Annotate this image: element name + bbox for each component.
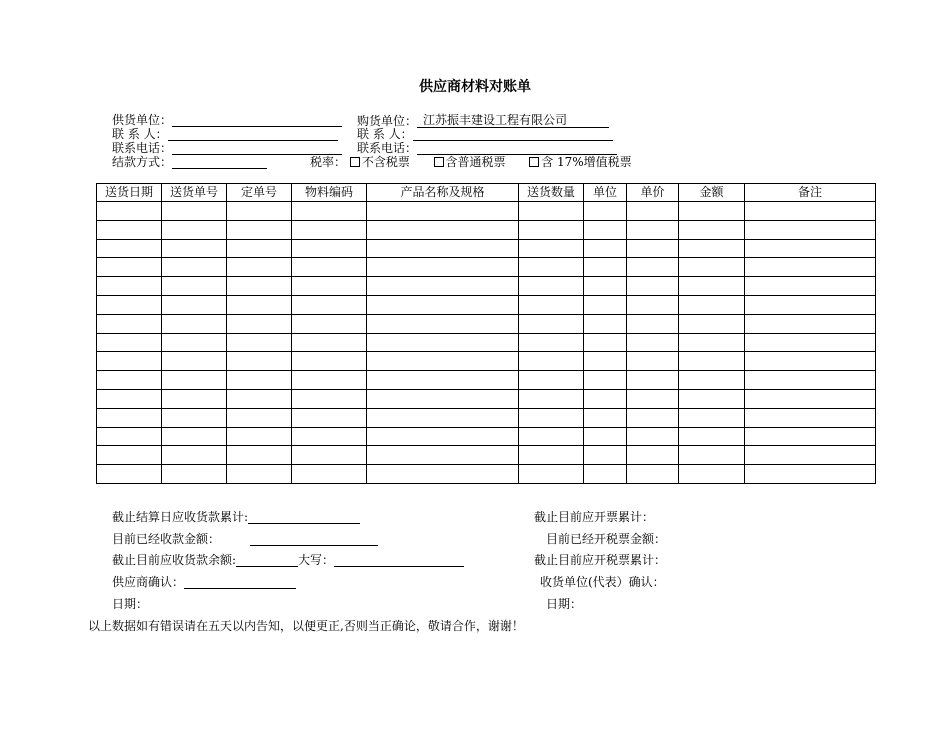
- supplier-confirm-label: 供应商确认：: [112, 575, 185, 589]
- table-cell[interactable]: [162, 427, 227, 446]
- table-cell[interactable]: [745, 371, 876, 390]
- capital-field[interactable]: [334, 554, 464, 567]
- checkbox-icon[interactable]: [350, 157, 360, 167]
- table-cell[interactable]: [292, 408, 367, 427]
- payment-method-row: [112, 155, 267, 169]
- table-cell[interactable]: [584, 239, 627, 258]
- table-cell[interactable]: [584, 220, 627, 239]
- table-row: [97, 239, 876, 258]
- table-cell[interactable]: [97, 239, 162, 258]
- table-cell[interactable]: [227, 202, 292, 221]
- table-cell[interactable]: [367, 314, 519, 333]
- table-cell[interactable]: [627, 277, 679, 296]
- table-cell[interactable]: [162, 408, 227, 427]
- purchaser-unit-field[interactable]: 江苏振丰建设工程有限公司: [417, 113, 609, 128]
- table-cell[interactable]: [679, 333, 745, 352]
- table-cell[interactable]: [519, 352, 584, 371]
- table-cell[interactable]: [292, 239, 367, 258]
- table-cell[interactable]: [745, 408, 876, 427]
- table-cell[interactable]: [97, 408, 162, 427]
- table-cell[interactable]: [292, 295, 367, 314]
- table-row: [97, 258, 876, 277]
- invoiced-amount-label: 目前已经开税票金额：: [546, 532, 667, 546]
- table-cell[interactable]: [292, 389, 367, 408]
- table-cell[interactable]: [627, 371, 679, 390]
- date-label-right: 日期：: [546, 597, 583, 611]
- table-cell[interactable]: [162, 220, 227, 239]
- table-cell[interactable]: [679, 408, 745, 427]
- table-cell[interactable]: [367, 295, 519, 314]
- table-cell[interactable]: [367, 352, 519, 371]
- table-cell[interactable]: [519, 408, 584, 427]
- table-cell[interactable]: [227, 239, 292, 258]
- table-cell[interactable]: [227, 446, 292, 465]
- table-cell[interactable]: [162, 446, 227, 465]
- table-cell[interactable]: [367, 427, 519, 446]
- contact-left-row: [112, 127, 338, 141]
- document-title: 供应商材料对账单: [419, 79, 531, 95]
- table-cell[interactable]: [97, 389, 162, 408]
- table-cell[interactable]: [162, 371, 227, 390]
- table-row: [97, 465, 876, 484]
- table-cell[interactable]: [745, 202, 876, 221]
- tax-option-ordinary[interactable]: 含普通税票: [434, 155, 506, 169]
- table-cell[interactable]: [679, 389, 745, 408]
- balance-row: [112, 553, 464, 567]
- column-header: 金额: [679, 184, 745, 202]
- phone-field-left[interactable]: [172, 142, 342, 155]
- table-cell[interactable]: [97, 465, 162, 484]
- invoice-accum-label: 截止目前应开票累计：: [534, 510, 655, 524]
- table-cell[interactable]: [292, 427, 367, 446]
- table-cell[interactable]: [367, 465, 519, 484]
- table-cell[interactable]: [292, 446, 367, 465]
- table-cell[interactable]: [292, 220, 367, 239]
- table-cell[interactable]: [584, 446, 627, 465]
- accum-receivable-label: 截止结算日应收货款累计:: [112, 510, 249, 524]
- table-cell[interactable]: [679, 277, 745, 296]
- table-cell[interactable]: [292, 314, 367, 333]
- table-cell[interactable]: [745, 295, 876, 314]
- column-header: 送货数量: [519, 184, 584, 202]
- table-cell[interactable]: [679, 202, 745, 221]
- table-cell[interactable]: [519, 333, 584, 352]
- table-cell[interactable]: [227, 333, 292, 352]
- table-row: [97, 295, 876, 314]
- table-cell[interactable]: [227, 352, 292, 371]
- table-cell[interactable]: [627, 333, 679, 352]
- table-cell[interactable]: [367, 408, 519, 427]
- table-cell[interactable]: [162, 389, 227, 408]
- table-cell[interactable]: [292, 465, 367, 484]
- table-cell[interactable]: [627, 202, 679, 221]
- table-cell[interactable]: [227, 277, 292, 296]
- table-cell[interactable]: [627, 465, 679, 484]
- table-row: [97, 408, 876, 427]
- table-cell[interactable]: [679, 258, 745, 277]
- table-cell[interactable]: [97, 202, 162, 221]
- date-label-left: 日期：: [112, 597, 149, 611]
- table-cell[interactable]: [584, 277, 627, 296]
- table-cell[interactable]: [745, 277, 876, 296]
- table-cell[interactable]: [162, 352, 227, 371]
- table-cell[interactable]: [292, 333, 367, 352]
- table-cell[interactable]: [745, 465, 876, 484]
- table-cell[interactable]: [627, 427, 679, 446]
- table-cell[interactable]: [519, 202, 584, 221]
- table-row: [97, 427, 876, 446]
- tax-rate-label: 税率：: [310, 155, 347, 169]
- table-cell[interactable]: [679, 220, 745, 239]
- table-row: [97, 333, 876, 352]
- supplier-unit-field[interactable]: [172, 114, 342, 127]
- table-cell[interactable]: [162, 314, 227, 333]
- table-cell[interactable]: [584, 295, 627, 314]
- table-cell[interactable]: [745, 220, 876, 239]
- received-field[interactable]: [250, 533, 378, 546]
- table-cell[interactable]: [519, 389, 584, 408]
- payment-method-field[interactable]: [172, 156, 267, 169]
- table-cell[interactable]: [679, 371, 745, 390]
- tax-invoice-accum-label: 截止目前应开税票累计：: [534, 553, 667, 567]
- table-cell[interactable]: [292, 352, 367, 371]
- table-cell[interactable]: [627, 258, 679, 277]
- table-cell[interactable]: [97, 371, 162, 390]
- table-cell[interactable]: [627, 220, 679, 239]
- table-cell[interactable]: [679, 295, 745, 314]
- capital-label: 大写：: [298, 553, 335, 567]
- table-header-row: [97, 184, 876, 202]
- table-cell[interactable]: [679, 465, 745, 484]
- phone-field-right[interactable]: [417, 142, 617, 155]
- table-row: [97, 352, 876, 371]
- supplier-confirm-field[interactable]: [184, 576, 296, 589]
- table-cell[interactable]: [97, 446, 162, 465]
- table-row: [97, 277, 876, 296]
- table-cell[interactable]: [679, 314, 745, 333]
- table-cell[interactable]: [227, 220, 292, 239]
- table-cell[interactable]: [227, 314, 292, 333]
- table-cell[interactable]: [97, 352, 162, 371]
- phone-left-row: [112, 141, 342, 155]
- column-header: 单价: [627, 184, 679, 202]
- table-cell[interactable]: [227, 371, 292, 390]
- table-cell[interactable]: [519, 258, 584, 277]
- table-cell[interactable]: [679, 427, 745, 446]
- table-cell[interactable]: [519, 427, 584, 446]
- table-cell[interactable]: [584, 371, 627, 390]
- table-cell[interactable]: [627, 408, 679, 427]
- table-cell[interactable]: [367, 277, 519, 296]
- table-cell[interactable]: [97, 427, 162, 446]
- contact-person-label-left: 联 系 人：: [112, 127, 168, 141]
- accum-receivable-field[interactable]: [248, 511, 360, 524]
- table-cell[interactable]: [367, 220, 519, 239]
- table-cell[interactable]: [97, 258, 162, 277]
- phone-label-right: 联系电话：: [357, 141, 418, 155]
- table-cell[interactable]: [367, 258, 519, 277]
- table-cell[interactable]: [367, 202, 519, 221]
- receiver-confirm-label: 收货单位(代表）确认：: [540, 575, 665, 589]
- column-header: 单位: [584, 184, 627, 202]
- column-header: 送货单号: [162, 184, 227, 202]
- table-cell[interactable]: [679, 239, 745, 258]
- tax-option-none[interactable]: 不含税票: [350, 155, 410, 169]
- table-cell[interactable]: [227, 408, 292, 427]
- table-cell[interactable]: [627, 239, 679, 258]
- supplier-unit-row: [112, 113, 342, 127]
- table-cell[interactable]: [584, 333, 627, 352]
- phone-right-row: [357, 141, 617, 155]
- table-cell[interactable]: [627, 314, 679, 333]
- table-cell[interactable]: [162, 465, 227, 484]
- table-cell[interactable]: [519, 371, 584, 390]
- table-cell[interactable]: [97, 295, 162, 314]
- column-header: 产品名称及规格: [367, 184, 519, 202]
- table-cell[interactable]: [367, 446, 519, 465]
- table-cell[interactable]: [627, 352, 679, 371]
- table-cell[interactable]: [745, 352, 876, 371]
- table-cell[interactable]: [745, 239, 876, 258]
- table-cell[interactable]: [292, 371, 367, 390]
- supplier-confirm-row: [112, 575, 296, 589]
- column-header: 送货日期: [97, 184, 162, 202]
- contact-person-field-right[interactable]: [413, 128, 613, 141]
- table-row: [97, 202, 876, 221]
- table-cell[interactable]: [367, 239, 519, 258]
- table-row: [97, 371, 876, 390]
- balance-label: 截止目前应收货款余额:: [112, 553, 237, 567]
- table-cell[interactable]: [745, 258, 876, 277]
- table-cell[interactable]: [584, 202, 627, 221]
- table-cell[interactable]: [162, 295, 227, 314]
- phone-label-left: 联系电话：: [112, 141, 173, 155]
- table-cell[interactable]: [584, 408, 627, 427]
- table-cell[interactable]: [519, 220, 584, 239]
- table-cell[interactable]: [162, 258, 227, 277]
- table-cell[interactable]: [584, 465, 627, 484]
- table-cell[interactable]: [679, 446, 745, 465]
- table-cell[interactable]: [745, 427, 876, 446]
- payment-method-label: 结款方式：: [112, 155, 173, 169]
- table-cell[interactable]: [227, 295, 292, 314]
- table-cell[interactable]: [519, 295, 584, 314]
- table-cell[interactable]: [97, 333, 162, 352]
- contact-person-label-right: 联 系 人：: [357, 127, 413, 141]
- table-cell[interactable]: [367, 371, 519, 390]
- balance-field[interactable]: [236, 554, 298, 567]
- table-cell[interactable]: [292, 277, 367, 296]
- table-cell[interactable]: [97, 277, 162, 296]
- table-cell[interactable]: [519, 239, 584, 258]
- table-cell[interactable]: [97, 220, 162, 239]
- table-cell[interactable]: [97, 314, 162, 333]
- table-cell[interactable]: [292, 258, 367, 277]
- table-row: [97, 446, 876, 465]
- reconciliation-table: [96, 183, 876, 484]
- table-cell[interactable]: [519, 465, 584, 484]
- table-cell[interactable]: [367, 389, 519, 408]
- tax-option-vat17[interactable]: 含 17%增值税票: [529, 155, 632, 169]
- purchaser-unit-row: [357, 113, 609, 128]
- table-cell[interactable]: [162, 277, 227, 296]
- table-cell[interactable]: [627, 389, 679, 408]
- table-cell[interactable]: [627, 446, 679, 465]
- table-cell[interactable]: [745, 333, 876, 352]
- table-cell[interactable]: [227, 389, 292, 408]
- checkbox-icon[interactable]: [434, 157, 444, 167]
- table-cell[interactable]: [584, 352, 627, 371]
- table-cell[interactable]: [162, 239, 227, 258]
- column-header: 备注: [745, 184, 876, 202]
- notice-text: 以上数据如有错误请在五天以内告知，以便更正,否则当正确论，敬请合作，谢谢！: [88, 619, 524, 633]
- table-cell[interactable]: [519, 446, 584, 465]
- supplier-unit-label: 供货单位：: [112, 113, 173, 127]
- column-header: 物料编码: [292, 184, 367, 202]
- table-cell[interactable]: [367, 333, 519, 352]
- table-cell[interactable]: [679, 352, 745, 371]
- table-cell[interactable]: [584, 314, 627, 333]
- table-cell[interactable]: [627, 295, 679, 314]
- table-row: [97, 389, 876, 408]
- tax-rate-row: [310, 155, 632, 169]
- purchaser-unit-label: 购货单位：: [357, 114, 418, 128]
- table-cell[interactable]: [519, 314, 584, 333]
- column-header: 定单号: [227, 184, 292, 202]
- received-label: 目前已经收款金额：: [112, 532, 221, 546]
- table-cell[interactable]: [584, 427, 627, 446]
- table-cell[interactable]: [162, 333, 227, 352]
- table-cell[interactable]: [227, 427, 292, 446]
- received-row: [112, 532, 378, 546]
- checkbox-icon[interactable]: [529, 157, 539, 167]
- table-cell[interactable]: [162, 202, 227, 221]
- table-cell[interactable]: [745, 314, 876, 333]
- contact-right-row: [357, 127, 613, 141]
- table-cell[interactable]: [584, 389, 627, 408]
- table-cell[interactable]: [745, 389, 876, 408]
- table-cell[interactable]: [227, 465, 292, 484]
- table-body: [97, 202, 876, 484]
- accum-receivable-row: [112, 510, 360, 524]
- contact-person-field-left[interactable]: [168, 128, 338, 141]
- table-row: [97, 220, 876, 239]
- table-cell[interactable]: [519, 277, 584, 296]
- table-row: [97, 314, 876, 333]
- table-cell[interactable]: [745, 446, 876, 465]
- table-cell[interactable]: [292, 202, 367, 221]
- table-cell[interactable]: [584, 258, 627, 277]
- table-cell[interactable]: [227, 258, 292, 277]
